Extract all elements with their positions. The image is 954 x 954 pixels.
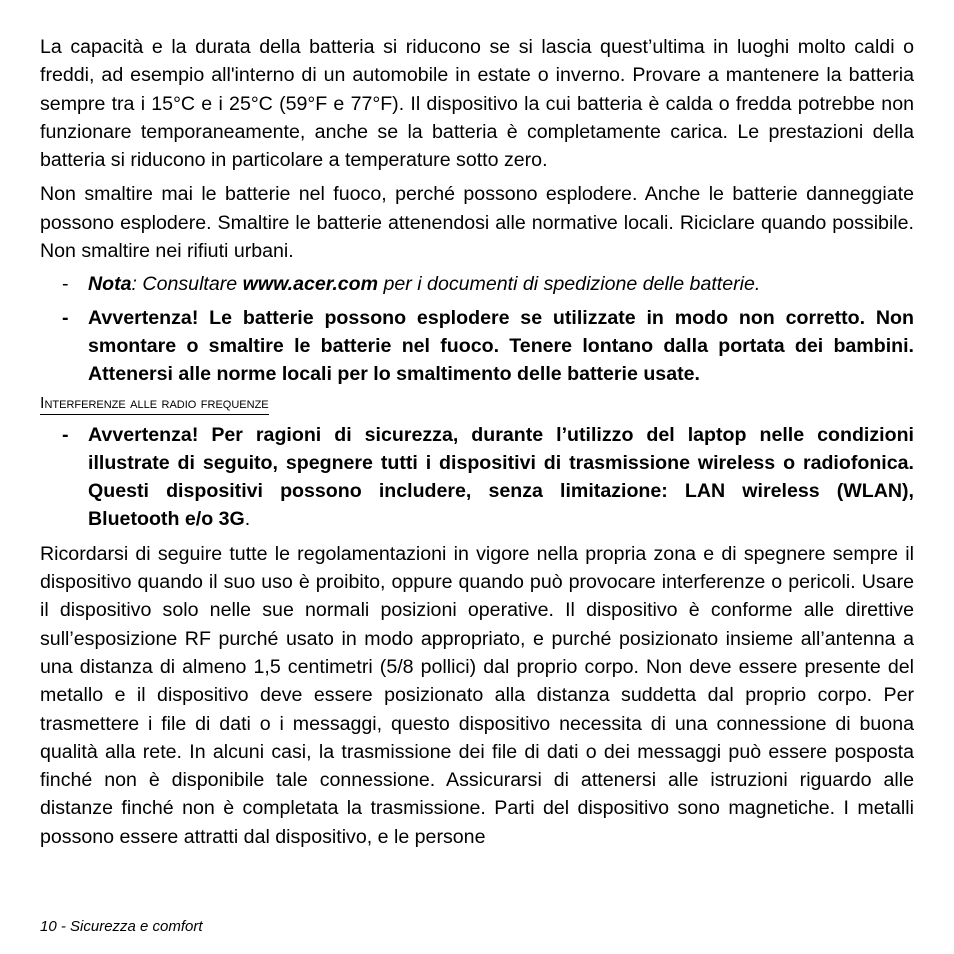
battery-disposal-paragraph: Non smaltire mai le batterie nel fuoco, perché possono esplodere. Anche le batterie danneggiate possono esplodere. Smaltire le batterie attenendosi alle normative locali. Riciclare quando possibile. Non smaltire nei rifiuti urbani.	[40, 183, 914, 263]
note-text-part-1: : Consultare	[131, 273, 243, 296]
page-footer: 10 - Sicurezza e comfort	[40, 918, 203, 935]
battery-temperature-paragraph: La capacità e la durata della batteria si riducono se si lascia quest’ultima in luoghi molto caldi o freddi, ad esempio all'interno di un automobile in estate o inverno. Provare a mantenere la batteria sempre tra i 15°C e i 25°C (59°F e 77°F). Il dispositivo la cui batteria è calda o fredda potrebbe non funzionare temporaneamente, anche se la batteria è completamente carica. Le prestazioni della batteria si riducono in particolare a temperature sotto zero.	[40, 36, 914, 172]
battery-warning-text: Avvertenza! Le batterie possono esplodere se utilizzate in modo non corretto. Non smontare o smaltire le batterie nel fuoco. Tenere lontano dalla portata dei bambini. Attenersi alle norme locali per lo smaltimento delle batterie usate.	[88, 306, 914, 386]
section-heading-text: Interferenze alle radio frequenze	[40, 394, 269, 415]
radio-warning-text	[88, 424, 914, 531]
section-heading	[40, 394, 914, 420]
note-text-part-2: per i documenti di spedizione delle batterie.	[378, 273, 761, 296]
radio-warning-period: .	[244, 508, 251, 531]
radio-warning-bullet	[40, 421, 914, 534]
battery-warning-bullet	[40, 304, 914, 389]
bullet-dash: -	[62, 273, 69, 296]
note-label: Nota	[88, 273, 132, 296]
bullet-dash: -	[62, 423, 69, 446]
document-page	[40, 33, 914, 851]
rf-regulations-paragraph: Ricordarsi di seguire tutte le regolamentazioni in vigore nella propria zona e di spegnere sempre il dispositivo quando il suo uso è proibito, oppure quando può provocare interferenze o pericoli. Usare il dispositivo solo nelle sue normali posizioni operative. Il dispositivo è conforme alle direttive sull’esposizione RF purché usato in modo appropriato, e purché posizionato insieme all’antenna a una distanza di almeno 1,5 centimetri (5/8 pollici) dal proprio corpo. Non deve essere presente del metallo e il dispositivo deve essere posizionato alla distanza suddetta dal proprio corpo. Per trasmettere i file di dati o i messaggi, questo dispositivo necessita di una connessione di buona qualità alla rete. In alcuni casi, la trasmissione dei file di dati o dei messaggi può essere posposta finché non è disponibile tale connessione. Assicurarsi di attenersi alle istruzioni riguardo alle distanze finché non è completata la trasmissione. Parti del dispositivo sono magnetiche. I metalli possono essere attratti dal dispositivo, e le persone	[40, 542, 914, 848]
radio-warning-body: Avvertenza! Per ragioni di sicurezza, durante l’utilizzo del laptop nelle condizioni illustrate di seguito, spegnere tutti i dispositivi di trasmissione wireless o radiofonica. Questi dispositivi possono includere, senza limitazione: LAN wireless (WLAN), Bluetooth e/o 3G	[88, 423, 914, 531]
acer-website-link[interactable]: www.acer.com	[242, 273, 379, 296]
note-text	[88, 273, 760, 295]
note-bullet	[40, 270, 914, 298]
bullet-dash: -	[62, 306, 69, 329]
